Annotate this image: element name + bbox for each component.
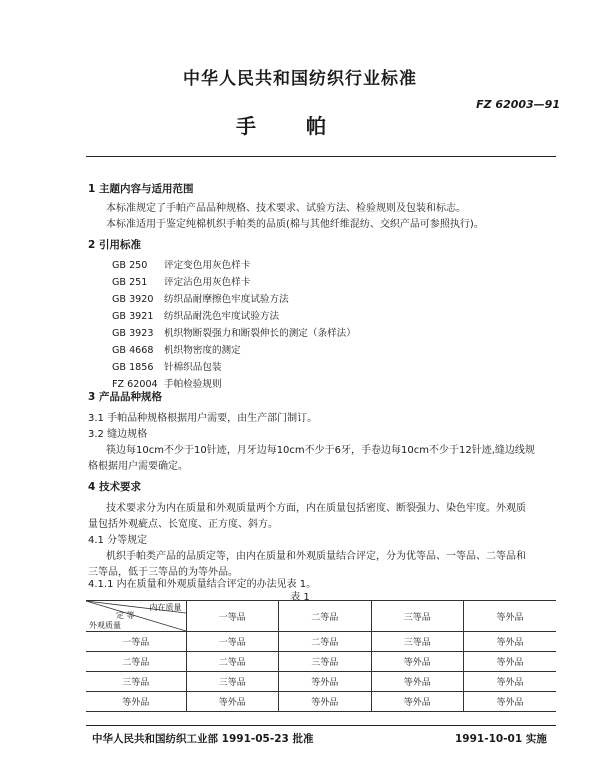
table-cell: 等外品 (371, 692, 464, 712)
table-cell: 二等品 (279, 632, 372, 652)
approval-line: 中华人民共和国纺织工业部 1991-05-23 批准 (92, 733, 314, 745)
section-4-para-2: 量包括外观疵点、长宽度、正方度、斜方。 (88, 519, 278, 530)
section-1-para-1: 本标准规定了手帕产品品种规格、技术要求、试验方法、检验规则及包装和标志。 (106, 203, 466, 214)
table-cell: 三等品 (279, 652, 372, 672)
table-row (86, 652, 556, 672)
section-4-para-1: 技术要求分为内在质量和外观质量两个方面，内在质量包括密度、断裂强力、染色牢度。外观质 (106, 503, 526, 514)
row-label: 等外品 (86, 692, 186, 712)
reference-item: GB 4668 机织物密度的测定 (112, 345, 241, 356)
bottom-rule (86, 725, 556, 726)
table-cell: 一等品 (186, 632, 279, 652)
table-cell: 等外品 (371, 652, 464, 672)
corner-label-bottom: 外观质量 (89, 621, 121, 630)
table-cell: 三等品 (186, 672, 279, 692)
corner-label-mid: 定 等 (116, 611, 135, 620)
clause-3-1: 3.1 手帕品种规格根据用户需要，由生产部门制订。 (88, 413, 318, 424)
table-caption: 表 1 (290, 592, 310, 603)
grading-table (86, 600, 556, 712)
table-cell: 等外品 (186, 692, 279, 712)
section-1-heading: 1 主题内容与适用范围 (88, 183, 194, 195)
column-header: 三等品 (371, 601, 464, 632)
table-header-row (86, 601, 556, 632)
section-4-heading: 4 技术要求 (88, 481, 141, 493)
table-row (86, 692, 556, 712)
table-row (86, 672, 556, 692)
reference-item: GB 3920 纺织品耐摩擦色牢度试验方法 (112, 294, 289, 305)
reference-item: GB 251 评定沾色用灰色样卡 (112, 277, 251, 288)
section-3-heading: 3 产品品种规格 (88, 391, 162, 403)
table-cell: 等外品 (464, 632, 557, 652)
table-cell: 三等品 (371, 632, 464, 652)
table-cell: 二等品 (186, 652, 279, 672)
reference-item: GB 3923 机织物断裂强力和断裂伸长的测定（条样法） (112, 328, 356, 339)
table-corner-cell (86, 601, 186, 632)
section-2-heading: 2 引用标准 (88, 239, 141, 251)
reference-item: GB 1856 针棉织品包装 (112, 362, 222, 373)
column-header: 一等品 (186, 601, 279, 632)
section-4-para-4: 三等品，低于三等品的为等外品。 (88, 567, 238, 578)
table-cell: 等外品 (464, 652, 557, 672)
table-cell: 等外品 (464, 692, 557, 712)
document-title: 手帕 (236, 114, 376, 138)
reference-item: GB 3921 纺织品耐洗色牢度试验方法 (112, 311, 280, 322)
corner-label-top: 内在质量 (149, 603, 182, 612)
column-header: 等外品 (464, 601, 557, 632)
implementation-date: 1991-10-01 实施 (455, 733, 547, 745)
standard-title: 中华人民共和国纺织行业标准 (183, 69, 417, 89)
section-1-para-2: 本标准适用于鉴定纯棉机织手帕类的品质(棉与其他纤维混纺、交织产品可参照执行)。 (106, 219, 484, 230)
reference-item: FZ 62004 手帕检验规则 (112, 379, 222, 390)
clause-3-2: 3.2 缝边规格 (88, 429, 148, 440)
reference-item: GB 250 评定变色用灰色样卡 (112, 260, 251, 271)
table-cell: 等外品 (371, 672, 464, 692)
table-cell: 等外品 (279, 672, 372, 692)
row-label: 一等品 (86, 632, 186, 652)
table-cell: 等外品 (464, 672, 557, 692)
table-cell: 等外品 (279, 692, 372, 712)
table-row (86, 632, 556, 652)
section-3-para-1: 筷边每10cm不少于10针迹，月牙边每10cm不少于6牙，手卷边每10cm不少于12针迹,缝边线规 (106, 445, 535, 456)
row-label: 二等品 (86, 652, 186, 672)
row-label: 三等品 (86, 672, 186, 692)
section-4-para-3: 机织手帕类产品的品质定等，由内在质量和外观质量结合评定，分为优等品、一等品、二等品和 (106, 551, 526, 562)
top-rule (86, 156, 556, 157)
clause-4-1-1: 4.1.1 内在质量和外观质量结合评定的办法见表 1。 (88, 579, 317, 590)
section-3-para-2: 格根据用户需要确定。 (88, 461, 188, 472)
column-header: 二等品 (279, 601, 372, 632)
clause-4-1: 4.1 分等规定 (88, 535, 148, 546)
standard-code: FZ 62003—91 (476, 98, 560, 111)
